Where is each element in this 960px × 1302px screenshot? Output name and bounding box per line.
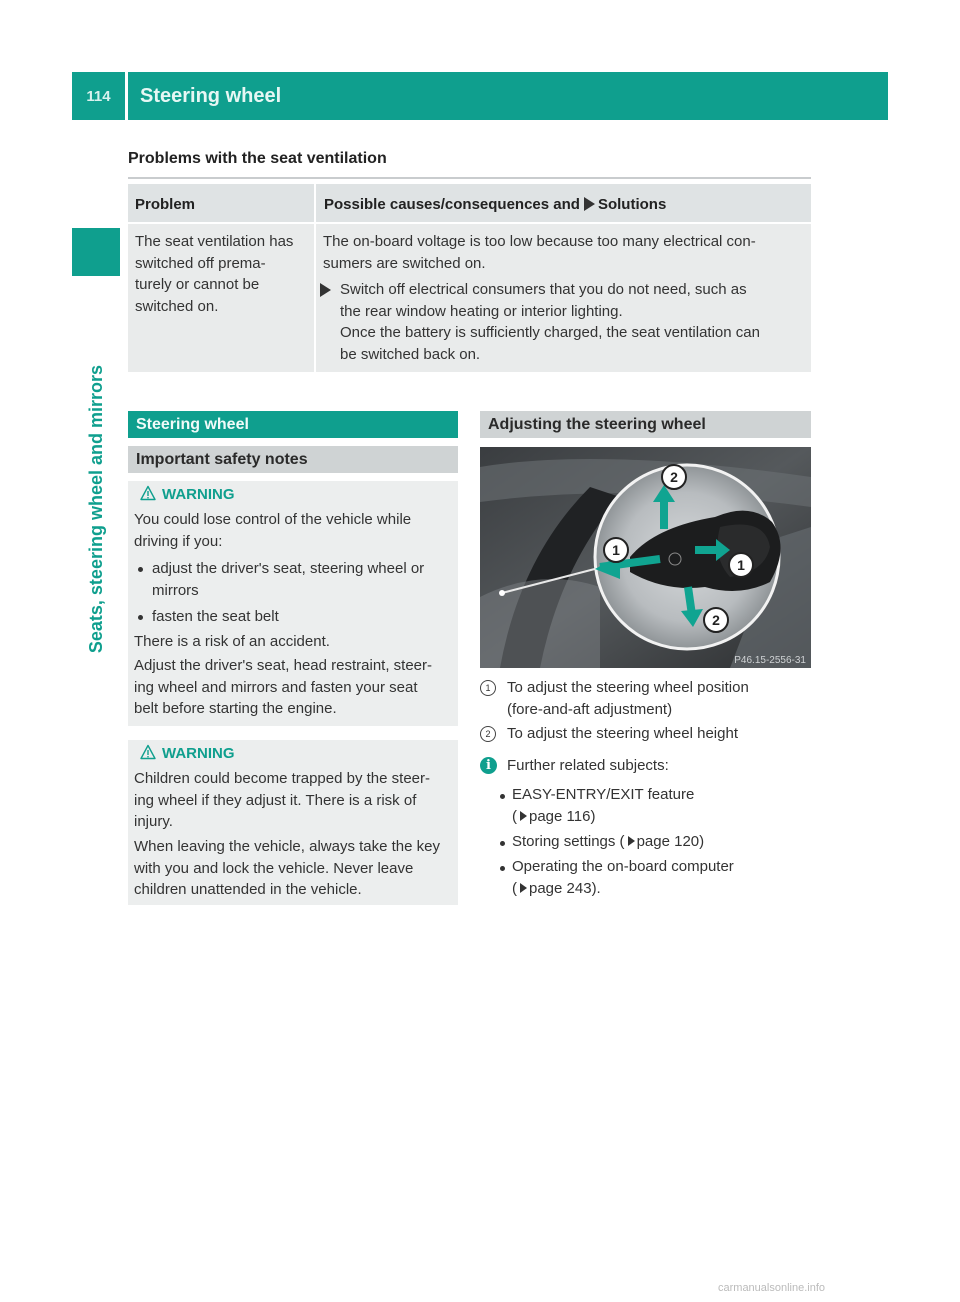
info-text: Further related subjects: [507, 757, 669, 774]
callout-text-1: To adjust the steering wheel position (fore-and-aft adjustment) [507, 679, 749, 718]
section-adjusting [480, 411, 811, 438]
callout-2-top [662, 465, 686, 489]
warning-box-2 [128, 740, 458, 905]
section-title-adjusting: Adjusting the steering wheel [488, 416, 706, 433]
bullet [500, 866, 505, 871]
callout-item-2 [480, 723, 496, 745]
page-ref-icon [520, 883, 527, 893]
callout-text-2: To adjust the steering wheel height [507, 725, 738, 742]
ref-on-board-computer: Operating the on-board computer ( page 243). [512, 858, 734, 897]
section-steering-wheel [128, 411, 458, 438]
header-title: Steering wheel [140, 85, 282, 107]
warning1-bullet-2: fasten the seat belt [152, 608, 279, 625]
callout-2-bottom [704, 608, 728, 632]
callout-number: 2 [480, 726, 496, 742]
page-ref-icon [628, 836, 635, 846]
side-tab-marker [72, 228, 120, 276]
warning1-intro: You could lose control of the vehicle while driving if you: [134, 511, 412, 550]
warning-box-1 [128, 481, 458, 726]
figure-code: P46.15-2556-31 [734, 655, 806, 666]
table-cell-solution [316, 224, 811, 372]
steering-column-lever-illustration [480, 447, 811, 668]
col-header-causes: Possible causes/consequences and Solutions [324, 196, 667, 213]
warning1-advice: Adjust the driver's seat, head restraint, steer- ing wheel and mirrors and fasten your seat belt before starting the engine. [134, 657, 433, 717]
page-ref-link[interactable]: page 120) [636, 833, 705, 850]
warning-icon [140, 485, 156, 501]
info-icon: i [480, 757, 497, 774]
callout-number: 1 [480, 680, 496, 696]
ref-storing-settings: Storing settings ( page 120) [512, 833, 705, 850]
title-rule [128, 177, 811, 179]
col-header-problem: Problem [135, 196, 196, 213]
svg-text:1: 1 [737, 557, 745, 573]
table-header-solutions [316, 184, 811, 222]
problems-title: Problems with the seat ventilation [128, 150, 387, 167]
warning2-text-1: Children could become trapped by the steer- ing wheel if they adjust it. There is a risk of injury. [134, 770, 431, 830]
bullet [500, 794, 505, 799]
cause-text: The on-board voltage is too low because too many electrical con- sumers are switched on. [323, 233, 756, 272]
header-separator [125, 72, 128, 120]
svg-text:2: 2 [712, 612, 720, 628]
page-number: 114 [86, 87, 111, 105]
svg-text:1: 1 [612, 542, 620, 558]
footer-watermark: carmanualsonline.info [718, 1282, 826, 1294]
warning1-risk: There is a risk of an accident. [134, 633, 330, 650]
warning2-text-2: When leaving the vehicle, always take the key with you and lock the vehicle. Never leave children unattended in the vehicle. [134, 838, 440, 898]
bullet [138, 567, 143, 572]
callout-1-left [604, 538, 628, 562]
side-tab-label: Seats, steering wheel and mirrors [86, 365, 106, 654]
bullet [500, 841, 505, 846]
solution-text: Switch off electrical consumers that you do not need, such as the rear window heating or interior lighting. Once the battery is sufficiently charged, the seat ventilation can be switched back on. [340, 281, 760, 363]
arrow-right-icon [584, 197, 595, 211]
warning1-bullet-1: adjust the driver's seat, steering wheel or mirrors [152, 560, 425, 599]
bullet [138, 615, 143, 620]
table-header-problem [128, 184, 314, 222]
warning-icon [140, 744, 156, 760]
ref-easy-entry: EASY-ENTRY/EXIT feature ( page 116) [512, 786, 695, 825]
callout-item-1 [480, 677, 496, 699]
svg-text:2: 2 [670, 469, 678, 485]
side-tab [76, 365, 116, 765]
table-cell-problem [128, 224, 314, 372]
page-ref-link[interactable]: page 116) [529, 807, 596, 825]
header-bar [72, 72, 888, 120]
section-title: Steering wheel [136, 416, 249, 433]
steering-wheel-figure [480, 447, 811, 668]
subsection-title: Important safety notes [136, 451, 308, 468]
problem-text: The seat ventilation has switched off prema- turely or cannot be switched on. [135, 233, 294, 315]
subsection-safety-notes [128, 446, 458, 473]
page-ref-icon [520, 811, 527, 821]
step-arrow-icon [320, 283, 331, 297]
page-ref-link[interactable]: page 243). [529, 879, 601, 897]
callout-1-right [729, 553, 753, 577]
warning-label-1: WARNING [140, 485, 235, 503]
warning-label-2: WARNING [140, 744, 235, 762]
